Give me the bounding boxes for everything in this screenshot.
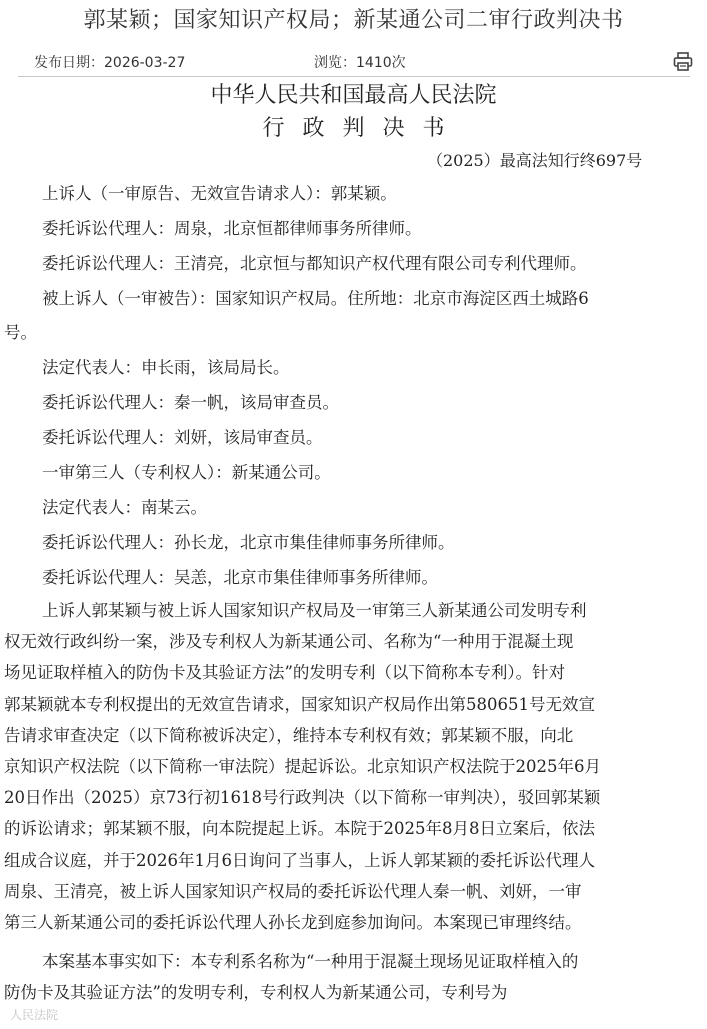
publish-date-label: 发布日期：	[34, 55, 104, 71]
watermark-logo: 人民法院	[10, 1008, 59, 1022]
party-line: 一审第三人（专利权人）：新某通公司。	[42, 463, 331, 482]
paragraph-case-history	[4, 595, 706, 938]
court-name: 中华人民共和国最高人民法院	[210, 83, 497, 108]
paragraph-line: 场见证取样植入的防伪卡及其验证方法”的发明专利（以下简称本专利）。针对	[4, 663, 566, 683]
view-count-label: 浏览：	[314, 55, 356, 71]
party-line: 委托诉讼代理人：王清亮，北京恒与都知识产权代理有限公司专利代理师。	[42, 254, 587, 273]
printer-icon-svg	[672, 51, 694, 73]
case-number	[427, 149, 707, 173]
meta-divider	[18, 76, 690, 77]
paragraph-line: 的诉讼请求；郭某颖不服，向本院提起上诉。本院于2025年8月8日立案后，依法	[4, 819, 595, 839]
page-title: 郭某颖；国家知识产权局；新某通公司二审行政判决书	[83, 8, 624, 33]
publish-date	[34, 52, 185, 72]
printer-icon[interactable]	[672, 51, 694, 73]
paragraph-line: 郭某颖就本专利权提出的无效宣告请求，国家知识产权局作出第580651号无效宣	[4, 694, 595, 714]
document-type: 行政判决书	[262, 116, 463, 141]
case-number-text: （2025）最高法知行终697号	[427, 151, 643, 170]
document-body	[4, 176, 706, 1008]
party-line: 号。	[4, 323, 37, 342]
paragraph-line: 上诉人郭某颖与被上诉人国家知识产权局及一审第三人新某通公司发明专利	[42, 601, 587, 620]
party-line: 上诉人（一审原告、无效宣告请求人）：郭某颖。	[42, 184, 397, 203]
paragraph-line: 周泉、王清亮，被上诉人国家知识产权局的委托诉讼代理人秦一帆、刘妍，一审	[4, 881, 582, 901]
party-line: 委托诉讼代理人：刘妍，该局审查员。	[42, 428, 323, 447]
paragraph-gap	[4, 938, 706, 946]
party-line: 委托诉讼代理人：秦一帆，该局审查员。	[42, 393, 339, 412]
paragraph-line: 20日作出（2025）京73行初1618号行政判决（以下简称一审判决），驳回郭某颖	[4, 788, 601, 808]
meta-bar	[0, 48, 707, 76]
party-line: 法定代表人：南某云。	[42, 498, 207, 517]
paragraph-basic-facts	[4, 946, 706, 1008]
view-count-value: 1410次	[356, 55, 406, 71]
paragraph-line: 本案基本事实如下：本专利系名称为“一种用于混凝土现场见证取样植入的	[42, 952, 579, 972]
party-line: 法定代表人：申长雨，该局局长。	[42, 358, 290, 377]
party-line: 委托诉讼代理人：孙长龙，北京市集佳律师事务所律师。	[42, 533, 455, 552]
party-line: 被上诉人（一审被告）：国家知识产权局。住所地：北京市海淀区西土城路6	[42, 289, 589, 308]
view-count	[314, 52, 406, 72]
publish-date-value: 2026-03-27	[104, 55, 186, 71]
party-line: 委托诉讼代理人：吴恙，北京市集佳律师事务所律师。	[42, 568, 438, 587]
paragraph-line: 权无效行政纠纷一案，涉及专利权人为新某通公司、名称为“一种用于混凝土现	[4, 632, 574, 652]
paragraph-line: 防伪卡及其验证方法”的发明专利，专利权人为新某通公司，专利号为	[4, 983, 508, 1003]
paragraph-line: 组成合议庭，并于2026年1月6日询问了当事人，上诉人郭某颖的委托诉讼代理人	[4, 850, 595, 870]
party-line: 委托诉讼代理人：周泉，北京恒都律师事务所律师。	[42, 219, 422, 238]
paragraph-line: 告请求审查决定（以下简称被诉决定），维持本专利权有效；郭某颖不服，向北	[4, 725, 574, 745]
paragraph-line: 第三人新某通公司的委托诉讼代理人孙长龙到庭参加询问。本案现已审理终结。	[4, 912, 582, 932]
paragraph-line: 京知识产权法院（以下简称一审法院）提起诉讼。北京知识产权法院于2025年6月	[4, 756, 601, 776]
